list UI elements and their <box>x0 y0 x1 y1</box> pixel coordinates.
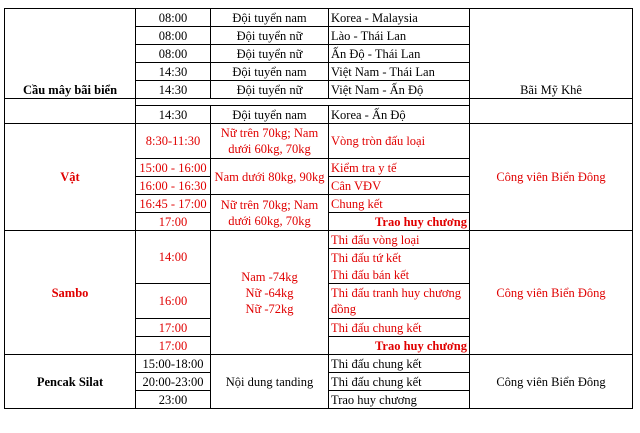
content-cell: Trao huy chương <box>329 213 470 231</box>
sport-name-sambo: Sambo <box>5 231 136 355</box>
sport-name-vat: Vật <box>5 124 136 231</box>
category-line: Nữ -64kg <box>245 285 294 300</box>
time-cell: 20:00-23:00 <box>136 373 211 391</box>
time-cell: 17:00 <box>136 337 211 355</box>
category-cell: Đội tuyển nữ <box>211 81 329 99</box>
time-cell: 16:45 - 17:00 <box>136 195 211 213</box>
content-cell: Thi đấu chung kết <box>329 373 470 391</box>
time-cell: 08:00 <box>136 9 211 27</box>
time-cell: 14:30 <box>136 63 211 81</box>
time-cell: 16:00 - 16:30 <box>136 177 211 195</box>
content-cell: Thi đấu tranh huy chương đồng <box>329 284 470 319</box>
category-line: Nam -74kg <box>241 269 298 284</box>
category-cell: Nội dung tanding <box>211 355 329 409</box>
category-cell: Đội tuyển nam <box>211 63 329 81</box>
time-cell: 14:30 <box>136 106 211 124</box>
time-cell: 14:00 <box>136 231 211 284</box>
time-cell: 14:30 <box>136 81 211 99</box>
time-cell: 15:00-18:00 <box>136 355 211 373</box>
sport-name-pencak: Pencak Silat <box>5 355 136 409</box>
venue-cau-may: Bãi Mỹ Khê <box>470 9 633 99</box>
schedule-table <box>4 8 633 409</box>
content-cell: Chung kết <box>329 195 470 213</box>
time-cell: 08:00 <box>136 27 211 45</box>
category-cell: Đội tuyển nữ <box>211 45 329 63</box>
content-cell: Lào - Thái Lan <box>329 27 470 45</box>
table-row <box>5 106 633 124</box>
content-cell: Thi đấu vòng loại <box>329 231 470 249</box>
content-cell: Trao huy chương <box>329 391 470 409</box>
time-cell: 23:00 <box>136 391 211 409</box>
content-cell: Thi đấu chung kết <box>329 319 470 337</box>
category-cell: Nữ trên 70kg; Nam dưới 60kg, 70kg <box>211 195 329 231</box>
content-cell: Vòng tròn đấu loại <box>329 124 470 159</box>
content-cell: Thi đấu tứ kết <box>329 249 470 267</box>
category-cell: Nam dưới 80kg, 90kg <box>211 159 329 195</box>
time-cell: 16:00 <box>136 284 211 319</box>
table-row <box>5 9 633 27</box>
category-cell: Đội tuyển nam <box>211 9 329 27</box>
category-cell: Đội tuyển nữ <box>211 27 329 45</box>
table-row <box>5 124 633 159</box>
venue-sambo: Công viên Biển Đông <box>470 231 633 355</box>
venue-vat: Công viên Biển Đông <box>470 124 633 231</box>
content-cell: Korea - Malaysia <box>329 9 470 27</box>
content-cell: Việt Nam - Thái Lan <box>329 63 470 81</box>
content-cell: Ấn Độ - Thái Lan <box>329 45 470 63</box>
table-row <box>5 231 633 249</box>
time-cell: 17:00 <box>136 319 211 337</box>
category-line: Nữ -72kg <box>245 301 294 316</box>
sport-name-cau-may: Cầu mây bãi biển <box>5 9 136 99</box>
time-cell: 08:00 <box>136 45 211 63</box>
venue-pencak: Công viên Biển Đông <box>470 355 633 409</box>
time-cell: 15:00 - 16:00 <box>136 159 211 177</box>
content-cell: Trao huy chương <box>329 337 470 355</box>
category-cell: Đội tuyển nam <box>211 106 329 124</box>
schedule-page <box>4 8 632 409</box>
category-cell: Nữ trên 70kg; Nam dưới 60kg, 70kg <box>211 124 329 159</box>
content-cell: Cân VĐV <box>329 177 470 195</box>
time-cell: 17:00 <box>136 213 211 231</box>
time-cell: 8:30-11:30 <box>136 124 211 159</box>
content-cell: Korea - Ấn Độ <box>329 106 470 124</box>
content-cell: Thi đấu chung kết <box>329 355 470 373</box>
page-break-gap <box>5 99 633 106</box>
content-cell: Việt Nam - Ấn Độ <box>329 81 470 99</box>
category-cell <box>211 231 329 355</box>
table-row <box>5 355 633 373</box>
content-cell: Thi đấu bán kết <box>329 266 470 284</box>
content-cell: Kiểm tra y tế <box>329 159 470 177</box>
